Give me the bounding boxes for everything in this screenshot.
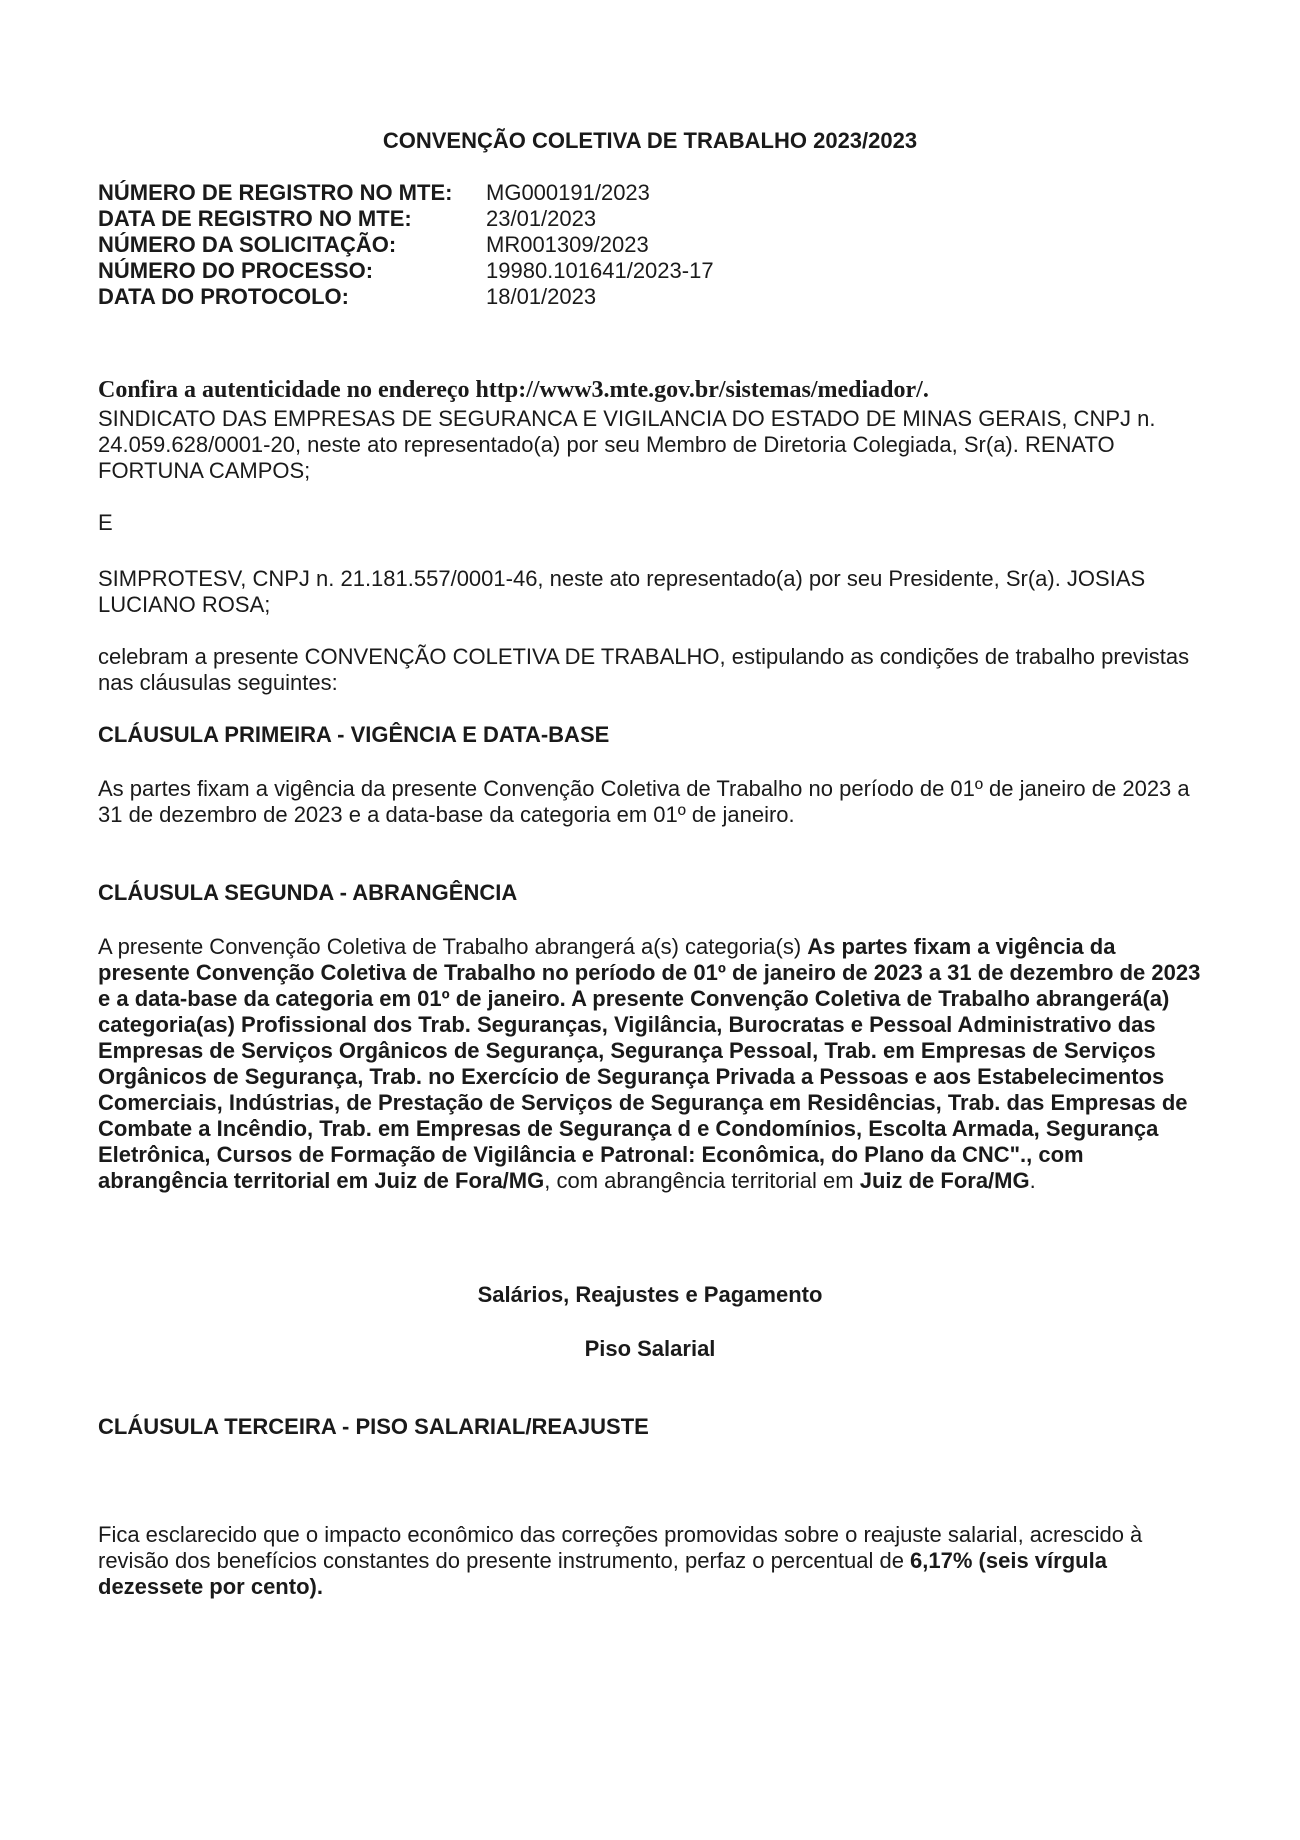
registry-label: NÚMERO DE REGISTRO NO MTE: xyxy=(98,180,453,205)
clause1-heading: CLÁUSULA PRIMEIRA - VIGÊNCIA E DATA-BASE xyxy=(98,722,610,747)
section-heading: Salários, Reajustes e Pagamento xyxy=(477,1282,823,1307)
registry-value: MG000191/2023 xyxy=(486,180,650,205)
clause3-text xyxy=(98,1522,1208,1600)
clause2-heading: CLÁUSULA SEGUNDA - ABRANGÊNCIA xyxy=(98,880,518,905)
registry-row xyxy=(98,258,714,284)
registry-row xyxy=(98,206,714,232)
party-employer: SINDICATO DAS EMPRESAS DE SEGURANCA E VIGILANCIA DO ESTADO DE MINAS GERAIS, CNPJ n. 24.059.628/0001-20, neste ato representado(a) por seu Membro de Diretoria Colegiada, Sr(a). RENATO FORTUNA CAMPOS; xyxy=(98,406,1156,483)
conjunction-e: E xyxy=(98,510,113,535)
registry-label: DATA DO PROTOCOLO: xyxy=(98,284,349,309)
clause2-end: . xyxy=(1029,1168,1036,1193)
clause3-heading: CLÁUSULA TERCEIRA - PISO SALARIAL/REAJUSTE xyxy=(98,1414,649,1439)
clause3-body: Fica esclarecido que o impacto econômico das correções promovidas sobre o reajuste salarial, acrescido à revisão dos benefícios constantes do presente instrumento, perfaz o percentual de xyxy=(98,1522,1143,1573)
registry-row xyxy=(98,232,714,258)
registry-label: NÚMERO DA SOLICITAÇÃO: xyxy=(98,232,397,257)
clause2-intro: A presente Convenção Coletiva de Trabalho abrangerá a(s) categoria(s) xyxy=(98,934,808,959)
registry-label: NÚMERO DO PROCESSO: xyxy=(98,258,374,283)
clause2-mid: , com abrangência territorial em xyxy=(544,1168,860,1193)
registry-value: 23/01/2023 xyxy=(486,206,597,231)
registry-row xyxy=(98,284,714,310)
clause2-scope: As partes fixam a vigência da presente Convenção Coletiva de Trabalho no período de 01º de janeiro de 2023 a 31 de dezembro de 2023 e a data-base da categoria em 01º de janeiro. A presente Convenção Coletiva de Trabalho abrangerá(a) categoria(as) Profissional dos Trab. Seguranças, Vigilância, Burocratas e Pessoal Administrativo das Empresas de Serviços Orgânicos de Segurança, Segurança Pessoal, Trab. em Empresas de Serviços Orgânicos de Segurança, Trab. no Exercício de Segurança Privada a Pessoas e aos Estabelecimentos Comerciais, Indústrias, de Prestação de Serviços de Segurança em Residências, Trab. das Empresas de Combate a Incêndio, Trab. em Empresas de Segurança d e Condomínios, Escolta Armada, Segurança Eletrônica, Cursos de Formação de Vigilância e Patronal: Econômica, do Plano da CNC"., com abrangência territorial em Juiz de Fora/MG xyxy=(98,934,1201,1193)
clause2-territory: Juiz de Fora/MG xyxy=(859,1168,1030,1193)
registry-value: MR001309/2023 xyxy=(486,232,649,257)
clause3-percentage: 6,17% (seis vírgula dezessete por cento). xyxy=(98,1548,1107,1599)
registry-value: 18/01/2023 xyxy=(486,284,597,309)
registry-label: DATA DE REGISTRO NO MTE: xyxy=(98,206,412,231)
party-union: SIMPROTESV, CNPJ n. 21.181.557/0001-46, neste ato representado(a) por seu Presidente, Sr(a). JOSIAS LUCIANO ROSA; xyxy=(98,566,1146,617)
registry-table xyxy=(98,180,714,310)
registry-value: 19980.101641/2023-17 xyxy=(486,258,714,283)
clause2-text xyxy=(98,934,1208,1194)
authenticity-note: Confira a autenticidade no endereço http://www3.mte.gov.br/sistemas/mediador/. xyxy=(98,377,929,403)
celebration-text: celebram a presente CONVENÇÃO COLETIVA DE TRABALHO, estipulando as condições de trabalho previstas nas cláusulas seguintes: xyxy=(98,644,1190,695)
registry-row xyxy=(98,180,714,206)
document-title: CONVENÇÃO COLETIVA DE TRABALHO 2023/2023 xyxy=(382,128,918,153)
clause1-text: As partes fixam a vigência da presente Convenção Coletiva de Trabalho no período de 01º de janeiro de 2023 a 31 de dezembro de 2023 e a data-base da categoria em 01º de janeiro. xyxy=(98,776,1190,827)
subsection-heading: Piso Salarial xyxy=(584,1336,716,1361)
